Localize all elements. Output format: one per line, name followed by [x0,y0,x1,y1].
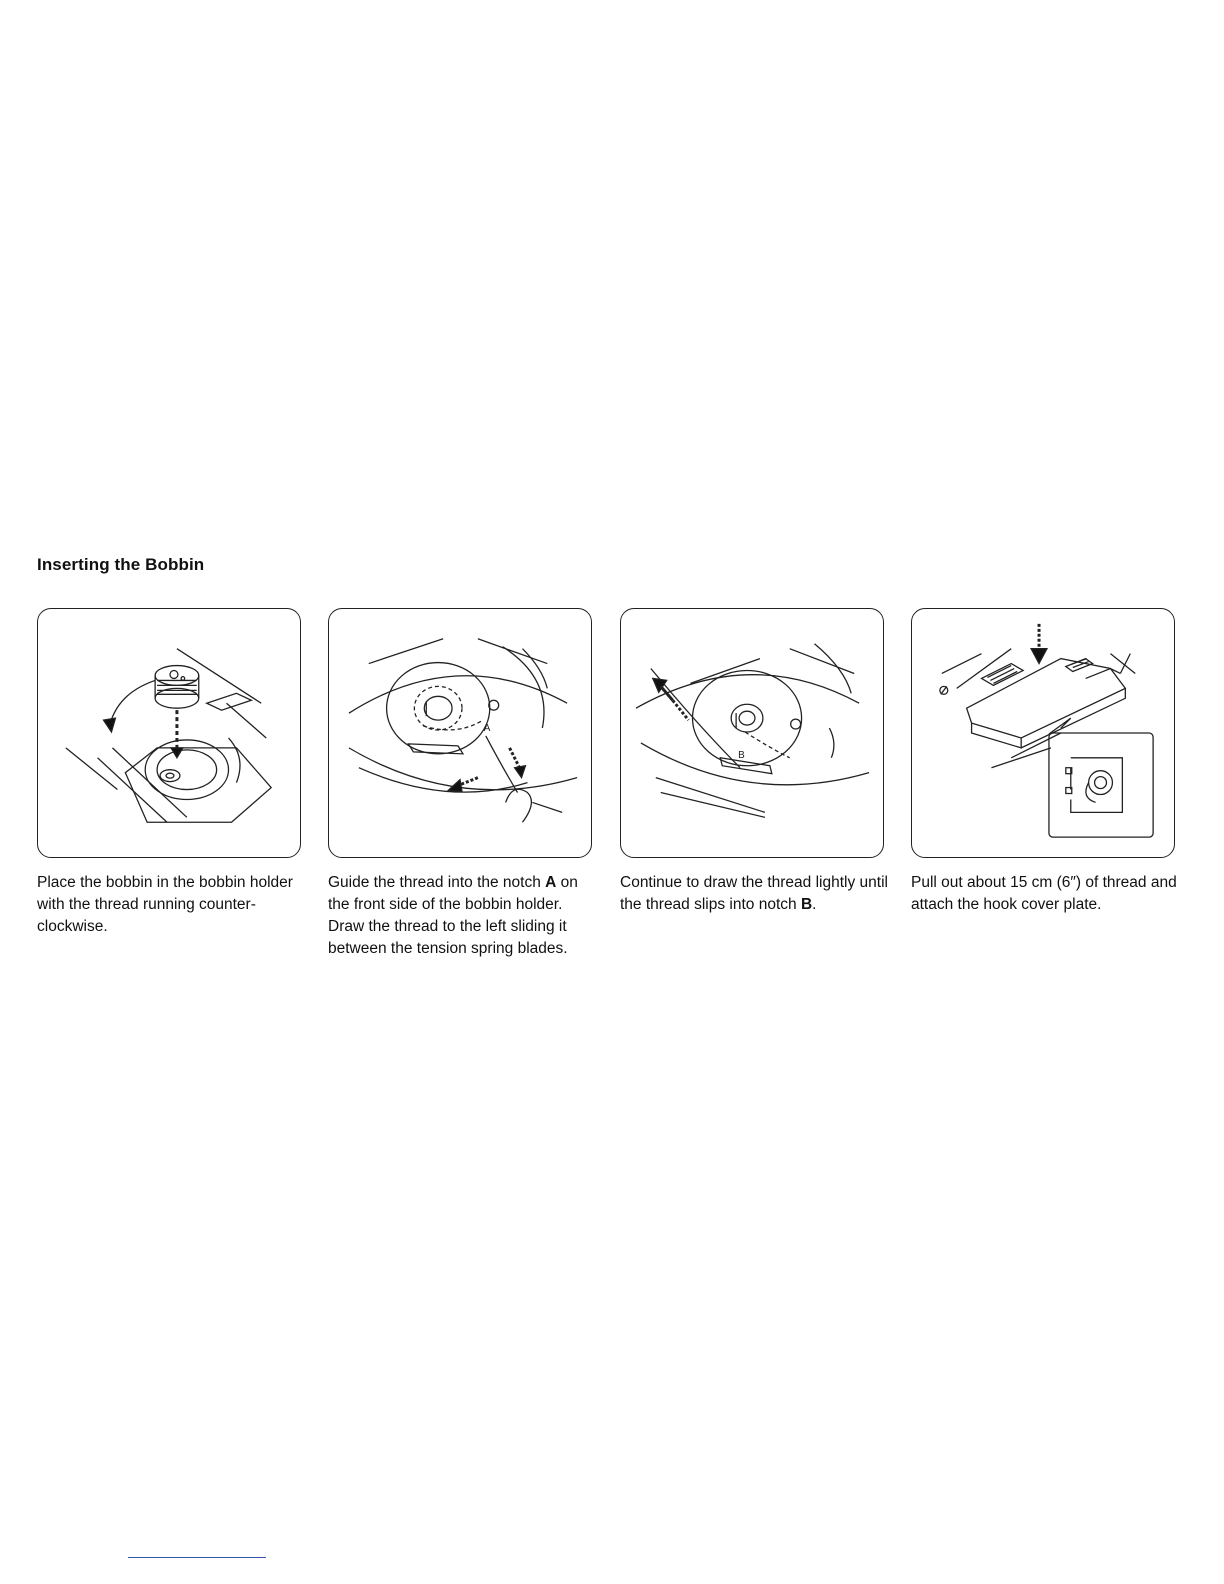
step-1-caption: Place the bobbin in the bobbin holder with the thread running counter-clockwise. [37,874,293,935]
step-4-caption: Pull out about 15 cm (6″) of thread and attach the hook cover plate. [911,874,1177,913]
step-2-illustration-panel [328,608,592,858]
step-2-caption-text-end: on the front side of the bobbin holder. Draw the thread to the left sliding it between the tension spring blades. [328,874,578,957]
step-1-illustration-panel [37,608,301,858]
step-3-caption-text-start: Continue to draw the thread lightly until the thread slips into notch [620,874,888,913]
step-3-caption [620,872,892,916]
step-2-caption [328,872,600,960]
thread-notch-a-illustration [329,609,591,857]
footer-rule [128,1557,266,1558]
step-3-caption-notch-letter: B [800,896,813,913]
step-3-illustration-panel [620,608,884,858]
section-title: Inserting the Bobbin [37,555,205,574]
thread-notch-b-illustration [621,609,883,857]
step-4-illustration-panel [911,608,1175,858]
step-2-caption-notch-letter: A [545,874,557,891]
bobbin-placement-illustration [38,609,300,857]
step-2-caption-text-start: Guide the thread into the notch [328,874,546,891]
hook-cover-plate-illustration [912,609,1174,857]
notch-b-label: B [738,749,745,761]
step-3-caption-text-end: . [812,896,817,913]
notch-a-label: A [483,723,491,735]
